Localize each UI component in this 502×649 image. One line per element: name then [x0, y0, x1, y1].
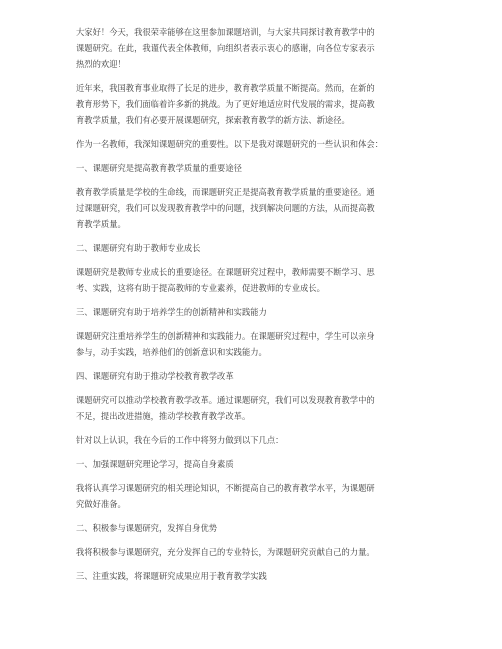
- text-line: 四、课题研究有助于推动学校教育教学改革: [76, 371, 234, 381]
- text-line: 作为一名教师，我深知课题研究的重要性。以下是我对课题研究的一些认识和体会：: [76, 139, 383, 149]
- text-line: 一、课题研究是提高教育教学质量的重要途径: [76, 163, 242, 173]
- text-line: 育教学质量，我们有必要开展课题研究，探索教育教学的新方法、新途径。: [76, 115, 350, 125]
- text-line: 我将认真学习课题研究的相关理论知识，不断提高自己的教育教学水平，为课题研: [76, 483, 375, 493]
- section-heading-3: [76, 304, 434, 320]
- section-body-2: [76, 264, 434, 296]
- text-line: 教育形势下，我们面临着许多新的挑战。为了更好地适应时代发展的需求，提高教: [76, 99, 375, 109]
- text-line: 教育教学质量是学校的生命线，而课题研究正是提高教育教学质量的重要途径。通: [76, 187, 375, 197]
- text-line: 课题研究可以推动学校教育教学改革。通过课题研究，我们可以发现教育教学中的: [76, 395, 375, 405]
- section-heading-1: [76, 160, 434, 176]
- text-line: 育教学质量。: [76, 219, 126, 229]
- transition-paragraph: [76, 136, 434, 152]
- text-line: 课题研究是教师专业成长的重要途径。在课题研究过程中，教师需要不断学习、思: [76, 267, 375, 277]
- text-line: 大家好！今天，我很荣幸能够在这里参加课题培训，与大家共同探讨教育教学中的: [76, 27, 375, 37]
- plan-heading-2: [76, 520, 434, 536]
- section-body-3: [76, 328, 434, 360]
- text-line: 考、实践，这将有助于提高教师的专业素养，促进教师的专业成长。: [76, 283, 325, 293]
- text-line: 过课题研究，我们可以发现教育教学中的问题，找到解决问题的方法，从而提高教: [76, 203, 375, 213]
- text-line: 热烈的欢迎！: [76, 59, 126, 69]
- text-line: 课题研究。在此，我谨代表全体教师，向组织者表示衷心的感谢，向各位专家表示: [76, 43, 375, 53]
- plan-intro-paragraph: [76, 432, 434, 448]
- plan-heading-3: [76, 568, 434, 584]
- text-line: 三、课题研究有助于培养学生的创新精神和实践能力: [76, 307, 267, 317]
- section-body-1: [76, 184, 434, 232]
- text-line: 针对以上认识，我在今后的工作中将努力做到以下几点：: [76, 435, 284, 445]
- text-line: 三、注重实践，将课题研究成果应用于教育教学实践: [76, 571, 267, 581]
- text-line: 二、课题研究有助于教师专业成长: [76, 243, 201, 253]
- intro-paragraph: [76, 24, 434, 72]
- text-line: 究做好准备。: [76, 499, 126, 509]
- text-line: 我将积极参与课题研究，充分发挥自己的专业特长，为课题研究贡献自己的力量。: [76, 547, 375, 557]
- section-heading-4: [76, 368, 434, 384]
- document-page: [76, 24, 434, 592]
- plan-heading-1: [76, 456, 434, 472]
- text-line: 近年来，我国教育事业取得了长足的进步，教育教学质量不断提高。然而，在新的: [76, 83, 375, 93]
- plan-body-2: [76, 544, 434, 560]
- plan-body-1: [76, 480, 434, 512]
- text-line: 一、加强课题研究理论学习，提高自身素质: [76, 459, 234, 469]
- text-line: 二、积极参与课题研究，发挥自身优势: [76, 523, 218, 533]
- text-line: 参与，动手实践，培养他们的创新意识和实践能力。: [76, 347, 267, 357]
- text-line: 不足，提出改进措施，推动学校教育教学改革。: [76, 411, 251, 421]
- section-heading-2: [76, 240, 434, 256]
- context-paragraph: [76, 80, 434, 128]
- text-line: 课题研究注重培养学生的创新精神和实践能力。在课题研究过程中，学生可以亲身: [76, 331, 375, 341]
- section-body-4: [76, 392, 434, 424]
